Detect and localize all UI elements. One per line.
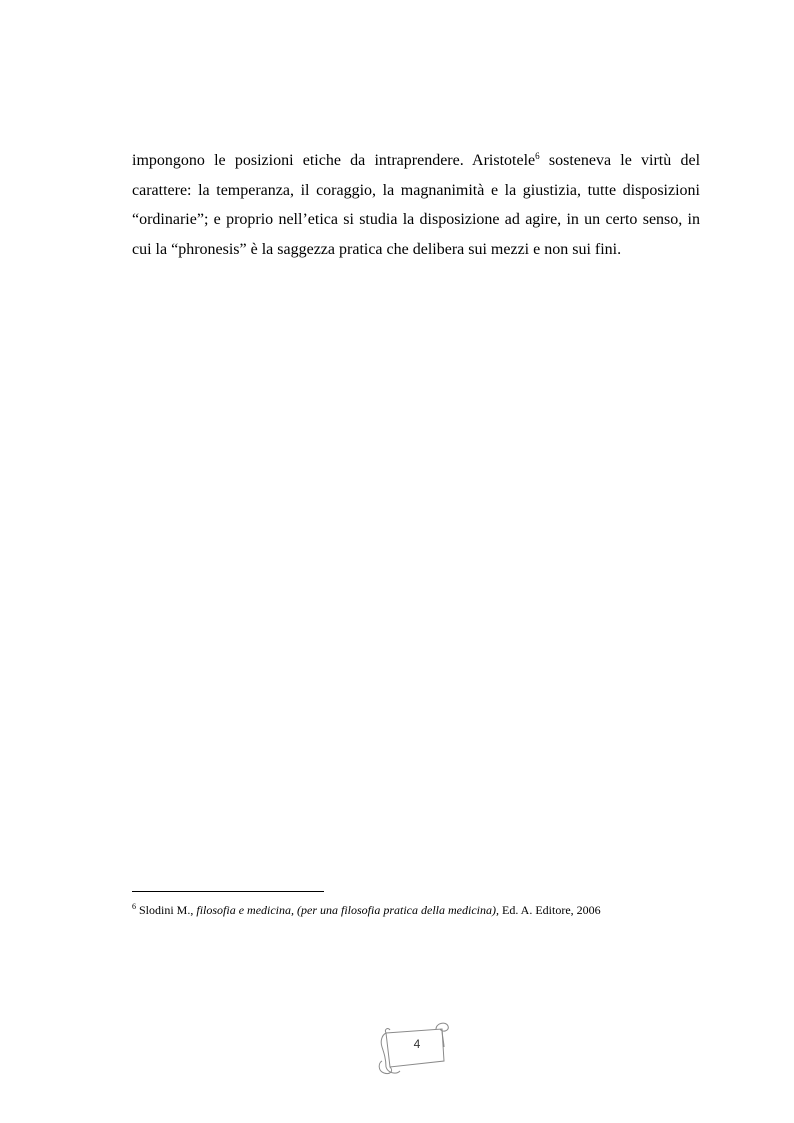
body-line-1: impongono le posizioni etiche da intraprendere. Aristotele$^6$ sosteneva le virtù del xyxy=(132,151,701,169)
body-paragraph xyxy=(132,146,700,264)
footnote-publisher: Ed. A. Editore, 2006 xyxy=(498,903,601,917)
footnote-author: Slodini M., xyxy=(136,903,197,917)
body-line-2: carattere: la temperanza, il coraggio, la magnanimità e la giustizia, tutte disposizioni xyxy=(132,181,700,199)
body-line-4: cui la “phronesis” è la saggezza pratica che delibera sui mezzi e non sui fini. xyxy=(132,240,622,258)
footnote-title: filosofia e medicina, (per una filosofia pratica della medicina), xyxy=(196,903,499,917)
footnote-number: 6 xyxy=(132,902,136,911)
page-number: 4 xyxy=(413,1037,421,1051)
footnote-reference[interactable]: 6 xyxy=(535,151,540,161)
body-line-3: “ordinarie”; e proprio nell’etica si studia la disposizione ad agire, in un certo senso, in xyxy=(132,211,700,228)
footnote xyxy=(132,903,601,918)
footnote-separator xyxy=(132,891,324,892)
